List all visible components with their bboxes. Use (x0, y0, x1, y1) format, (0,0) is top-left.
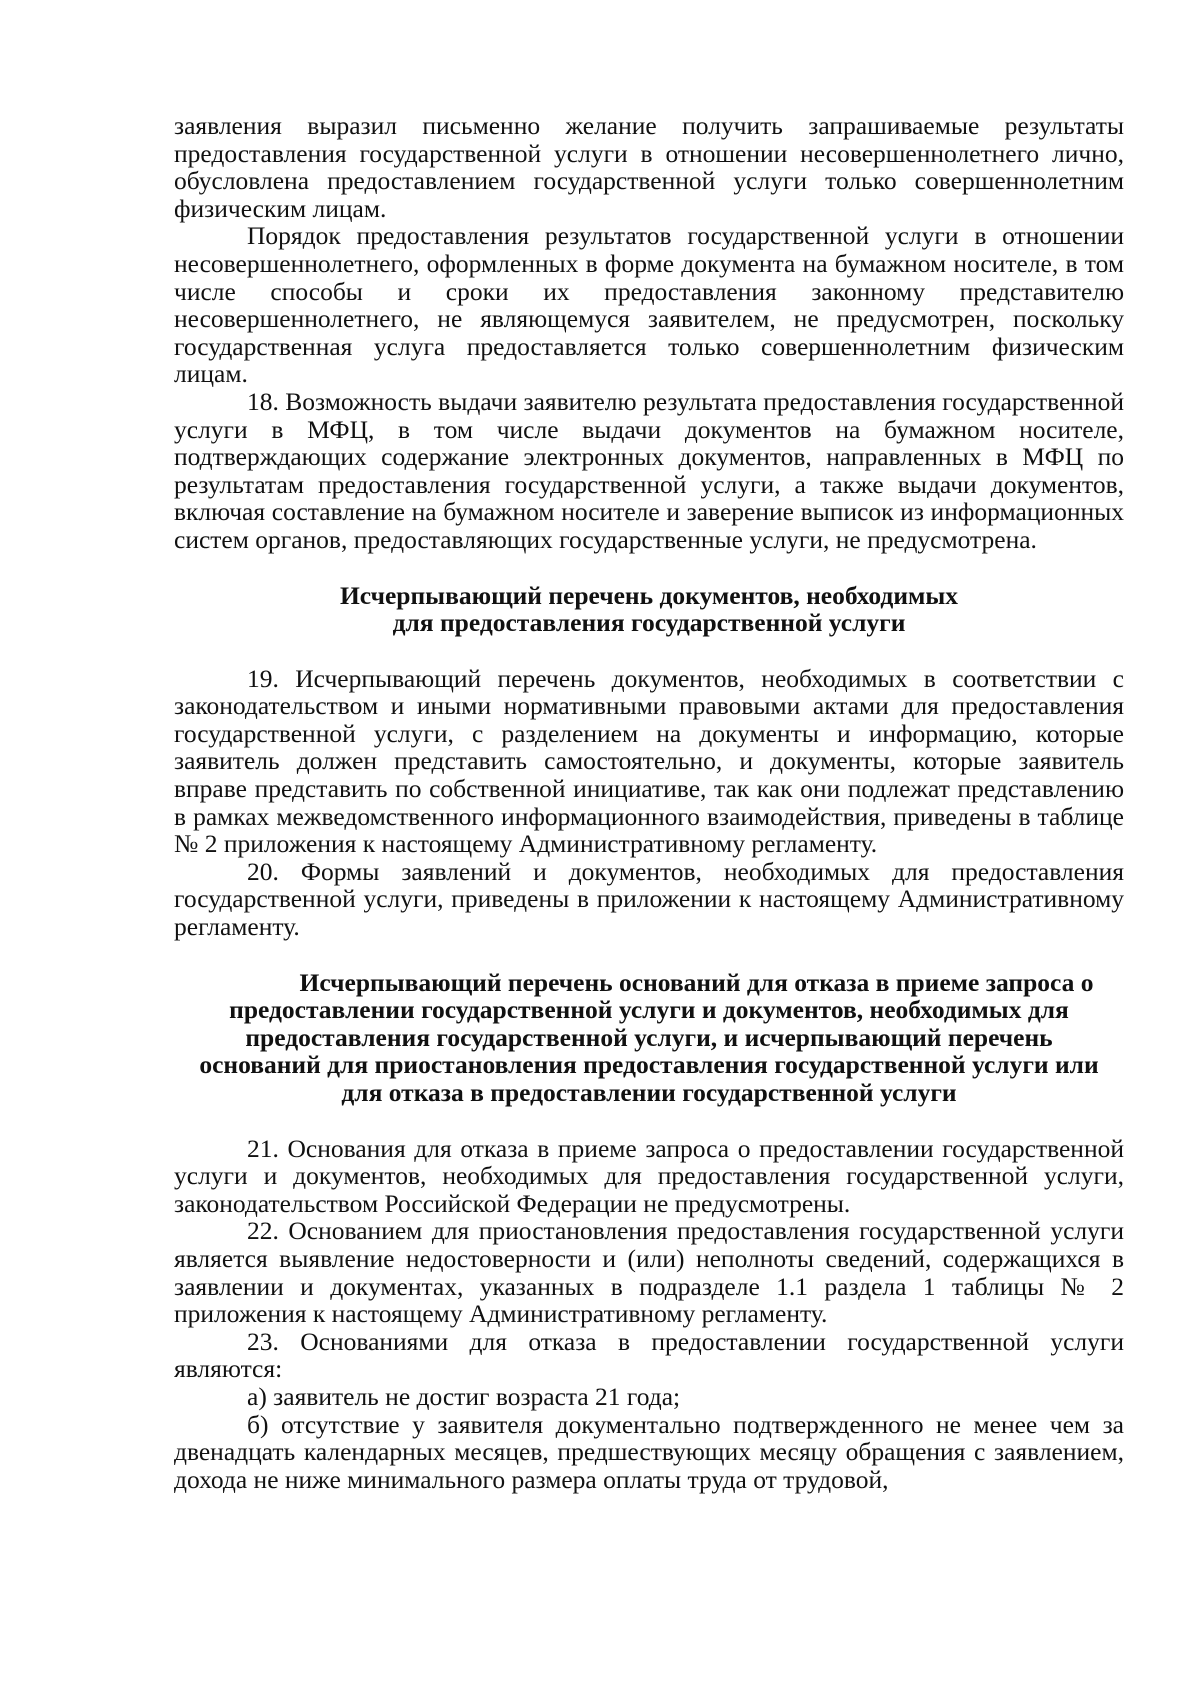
paragraph-20: 20. Формы заявлений и документов, необходимых для предоставления государственной услуги, приведены в приложении к настоящему Административному регламенту. (174, 856, 1124, 942)
paragraph-21: 21. Основания для отказа в приеме запроса о предоставлении государственной услуги и документов, необходимых для предоставления государственной услуги, законодательством Российской Федерации не предусмотрены. (174, 1133, 1124, 1218)
paragraph-19: 19. Исчерпывающий перечень документов, необходимых в соответствии с законодательством и иными нормативными правовыми актами для предоставления государственной услуги, с разделением на документы и информацию, которые заявитель должен представить самостоятельно, и документы, которые заявитель вправе представить по собственной инициативе, так как они подлежат представлению в рамках межведомственного информационного взаимодействия, приведены в таблице № 2 приложения к настоящему Административному регламенту. (174, 663, 1124, 859)
section-heading-documents-list (174, 582, 1124, 637)
heading-line: для предоставления государственной услуги (392, 608, 906, 638)
heading-line: предоставления государственной услуги, и исчерпывающий перечень (245, 1022, 1053, 1052)
list-item-a: а) заявитель не достиг возраста 21 года; (247, 1381, 681, 1411)
heading-line: оснований для приостановления предоставления государственной услуги или (199, 1050, 1099, 1080)
section-heading-refusal-grounds (174, 969, 1124, 1107)
heading-line: Исчерпывающий перечень документов, необходимых (339, 580, 959, 610)
heading-line: Исчерпывающий перечень оснований для отказа в приеме запроса о (299, 967, 1094, 997)
paragraph-results-order: Порядок предоставления результатов государственной услуги в отношении несовершеннолетнего, оформленных в форме документа на бумажном носителе, в том числе способы и сроки их предоставления законному представителю несовершеннолетнего, не являющемуся заявителем, не предусмотрен, поскольку государственная услуга предоставляется только совершеннолетним физическим лицам. (174, 221, 1124, 389)
paragraph-23: 23. Основаниями для отказа в предоставлении государственной услуги являются: (174, 1326, 1124, 1384)
paragraph-18: 18. Возможность выдачи заявителю результата предоставления государственной услуги в МФЦ, в том числе выдачи документов на бумажном носителе, подтверждающих содержание электронных документов, направленных в МФЦ по результатам предоставления государственной услуги, а также выдачи документов, включая составление на бумажном носителе и заверение выписок из информационных систем органов, предоставляющих государственные услуги, не предусмотрена. (174, 386, 1124, 554)
heading-line: предоставлении государственной услуги и документов, необходимых для (229, 995, 1069, 1025)
document-page (174, 112, 1124, 1493)
paragraph-continuation: заявления выразил письменно желание получить запрашиваемые результаты предоставления государственной услуги в отношении несовершеннолетнего лично, обусловлена предоставлением государственной услуги только совершеннолетним физическим лицам. (174, 111, 1124, 223)
paragraph-22: 22. Основанием для приостановления предоставления государственной услуги является выявление недостоверности и (или) неполноты сведений, содержащихся в заявлении и документах, указанных в подразделе 1.1 раздела 1 таблицы № 2 приложения к настоящему Административному регламенту. (174, 1216, 1124, 1329)
heading-line: для отказа в предоставлении государственной услуги (341, 1078, 957, 1107)
list-item-b: б) отсутствие у заявителя документально подтвержденного не менее чем за двенадцать календарных месяцев, предшествующих месяцу обращения с заявлением, дохода не ниже минимального размера оплаты труда от трудовой, (174, 1409, 1124, 1494)
